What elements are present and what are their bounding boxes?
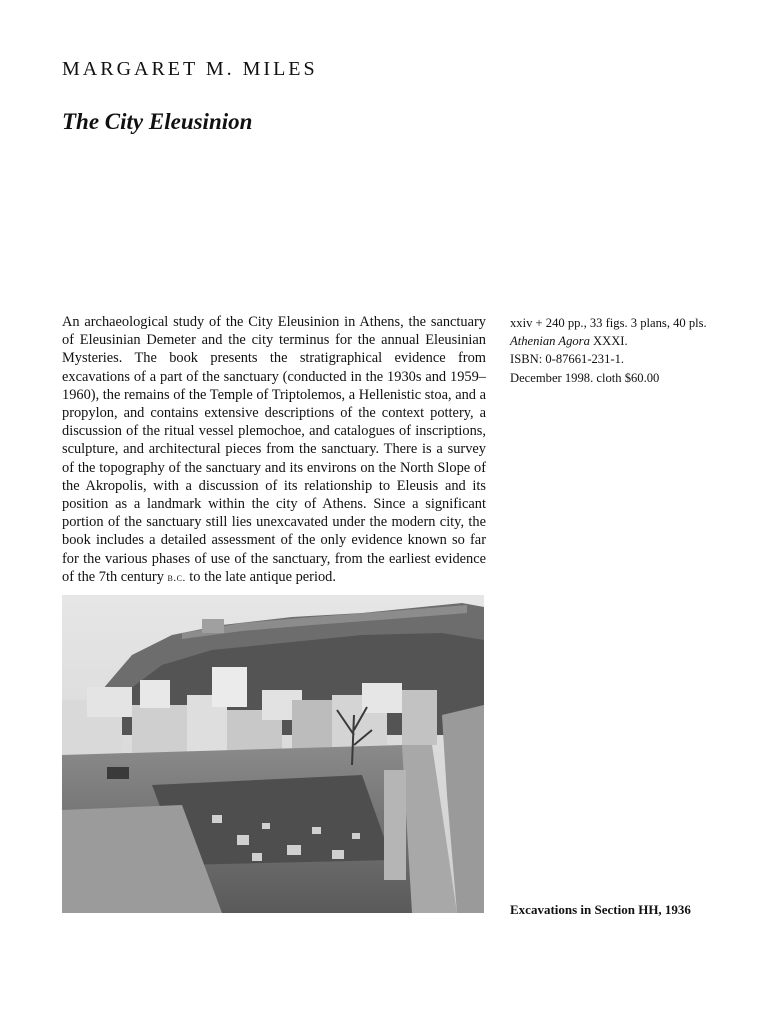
boundary-wall [384,770,406,880]
excavation-photo [62,595,484,913]
description-main: An archaeological study of the City Eleusinion in Athens, the sanctuary of Eleusinian Demeter and the city terminus for the annual Eleusinian Mysteries. The book presents the stratigraphical evidence from excavations of a part of the sanctuary (conducted in the 1930s and 1959–1960), the remains of the Temple of Triptolemos, a Hellenistic stoa, and a propylon, and contains extensive descriptions of the context pottery, a discussion of the ritual vessel plemochoe, and catalogues of inscriptions, sculpture, and architectural pieces from the sanctuary. There is a survey of the topography of the sanctuary and its environs on the North Slope of the Akropolis, with a discussion of its relationship to Eleusis and its position as a landmark within the city of Athens. Since a significant portion of the sanctuary still lies unexcavated under the modern city, the book includes a detailed assessment of the only evidence known so far for the various phases of use of the sanctuary, from the earliest evidence of the 7th century [62,314,486,585]
series-volume: XXXI. [589,334,628,349]
book-description [62,313,486,587]
date-price: December 1998. cloth $60.00 [510,370,660,385]
parked-car [107,767,129,779]
page-count: xxiv + 240 pp., 33 figs. 3 plans, 40 pls. [510,316,707,330]
description-end: to the late antique period. [189,568,336,585]
series-line [510,332,740,350]
isbn: ISBN: 0-87661-231-1. [510,352,625,367]
photo-caption: Excavations in Section HH, 1936 [510,902,691,917]
publication-details [510,314,740,387]
excavation-photo-illustration [62,595,484,913]
series-name: Athenian Agora [510,334,590,349]
book-title: The City Eleusinion [62,109,253,134]
author-name: MARGARET M. MILES [62,58,318,80]
era-abbreviation: b.c. [167,571,186,584]
temple-ruin [202,619,224,633]
